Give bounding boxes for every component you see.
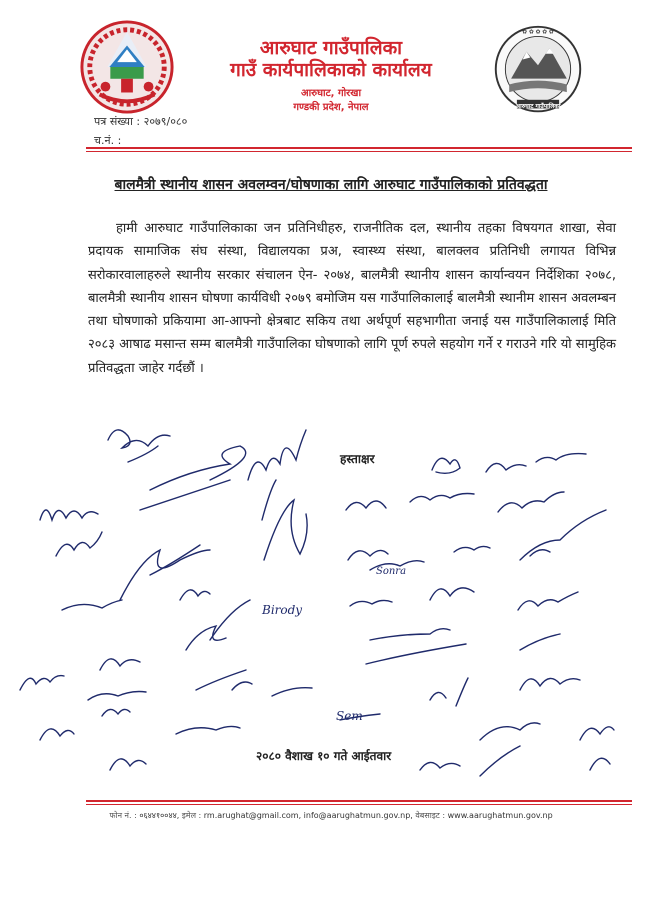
signature-scribble <box>430 692 446 700</box>
signatures-label: हस्ताक्षर <box>340 452 375 466</box>
signature-scribble <box>348 550 388 560</box>
municipality-name: आरुघाट गाउँपालिका <box>259 37 403 59</box>
signature-scribble <box>102 709 130 716</box>
svg-text:✿ ✿ ✿ ✿ ✿: ✿ ✿ ✿ ✿ ✿ <box>522 29 554 36</box>
email-link-2[interactable]: info@aarughatmun.gov.np, <box>303 811 413 820</box>
signature-scribble <box>100 659 140 670</box>
address-line1: आरुघाट, गोरखा <box>300 88 362 99</box>
signature-scribble <box>480 746 520 776</box>
signature-scribble <box>180 590 210 600</box>
phone-label: फोन नं. : <box>109 811 137 820</box>
footer-contact <box>0 810 662 821</box>
signature-scribble <box>536 454 586 462</box>
phone-number: ०६४४१००४४, <box>139 811 180 820</box>
signature-scribble <box>420 762 460 770</box>
signature-scribble <box>264 500 307 560</box>
letter-body: हामी आरुघाट गाउँपालिकाका जन प्रतिनिधीहरु, राजनीतिक दल, स्थानीय तहका विषयगत शाखा, सेवा प्रदायक सामाजिक संघ संस्था, विद्यालयका प्रअ, स्वास्थ्य संस्था, बालक्लव प्रतिनिधी लगायत विभिन्न सरोकारवालाहरुले स्थानीय सरकार संचालन ऐन- २०७४, बालमैत्री स्थानीय शासन कार्यान्वयन निर्देशिका २०७८, बालमैत्री स्थानीय शासन घोषणा कार्यविधी २०७९ बमोजिम यस गाउँपालिकालाई बालमैत्री स्थानीम शासन अवलम्बन तथा घोषणाको प्रकियामा आ-आफ्नो क्षेत्रबाट सकिय तथा अर्थपूर्ण सहभागीता जनाई यस गाउँपालिकालाई मिति २०८३ आषाढ मसान्त सम्म बालमैत्री गाउँपालिका घोषणाको लागि पूर्ण रुपले सहयोग गर्ने र गराउने गरि यो सामुहिक प्रतिवद्धता जाहेर गर्दछौं । <box>88 221 616 376</box>
signature-scribble <box>140 480 230 510</box>
signature-scribble <box>56 532 102 556</box>
signature-scribble <box>530 550 550 556</box>
signature-text: Birody <box>262 603 303 617</box>
letter-number: पत्र संख्या : २०७९/०८० <box>94 115 188 128</box>
signature-scribble <box>262 480 276 520</box>
signature-scribble <box>370 561 424 570</box>
signature-scribble <box>366 644 466 664</box>
signature-scribble <box>520 634 560 650</box>
signature-scribble <box>186 626 226 650</box>
office-name: गाउँ कार्यपालिकाको कार्यालय <box>230 59 432 81</box>
signature-scribble <box>454 546 490 552</box>
website-label: वेबसाइट : <box>415 811 446 820</box>
letter-date: २०८० वैशाख १० गते आईतवार <box>256 749 392 763</box>
email-link-1[interactable]: rm.arughat@gmail.com, <box>203 811 302 820</box>
signature-scribble <box>340 714 380 720</box>
signature-scribble <box>346 501 386 510</box>
website-link[interactable]: www.aarughatmun.gov.np <box>447 811 553 820</box>
signature-scribble <box>248 430 306 480</box>
signature-scribble <box>110 759 146 770</box>
municipality-logo-caption: आरुघाट गाउँपालिका <box>515 103 561 110</box>
signature-scribble <box>518 592 578 610</box>
signature-scribble <box>580 727 614 740</box>
signature-text: Sem <box>336 709 363 723</box>
signature-scribble <box>370 629 450 640</box>
signature-scribble <box>108 430 170 448</box>
header-divider <box>86 147 632 149</box>
signature-scribble <box>210 600 250 640</box>
signature-scribble <box>232 682 252 690</box>
signature-scribble <box>430 588 474 600</box>
signature-scribble <box>520 510 606 560</box>
signature-scribble <box>150 446 246 490</box>
signature-scribble <box>498 492 564 512</box>
signature-scribble <box>88 692 146 701</box>
signature-scribble <box>196 670 246 690</box>
header-divider-thin <box>86 151 632 152</box>
email-label: इमेल : <box>181 811 202 820</box>
signature-scribble <box>456 678 468 706</box>
signature-scribble <box>150 545 200 575</box>
signature-scribble <box>590 758 610 770</box>
signature-scribble <box>128 446 158 462</box>
signature-scribble <box>350 600 392 606</box>
signature-text: Sonra <box>376 566 407 577</box>
signature-scribble <box>480 723 540 740</box>
address-line2: गण्डकी प्रदेश, नेपाल <box>293 102 369 113</box>
signature-scribble <box>176 726 240 734</box>
signature-scribble <box>520 678 580 690</box>
signature-scribble <box>20 676 64 690</box>
letter-subject: बालमैत्री स्थानीय शासन अवलम्वन/घोषणाका लागि आरुघाट गाउँपालिकाको प्रतिवद्धता <box>114 177 548 193</box>
signature-scribble <box>486 463 526 472</box>
signature-scribble <box>120 550 210 600</box>
signature-scribble <box>40 729 74 740</box>
footer-divider-thin <box>86 804 632 805</box>
signature-scribble <box>410 494 474 503</box>
signature-scribble <box>62 600 122 610</box>
signature-scribble <box>272 688 312 696</box>
signature-scribble <box>40 510 98 520</box>
footer-divider <box>86 800 632 802</box>
signature-scribble <box>432 458 460 473</box>
dispatch-number: च.नं. : <box>94 134 122 147</box>
